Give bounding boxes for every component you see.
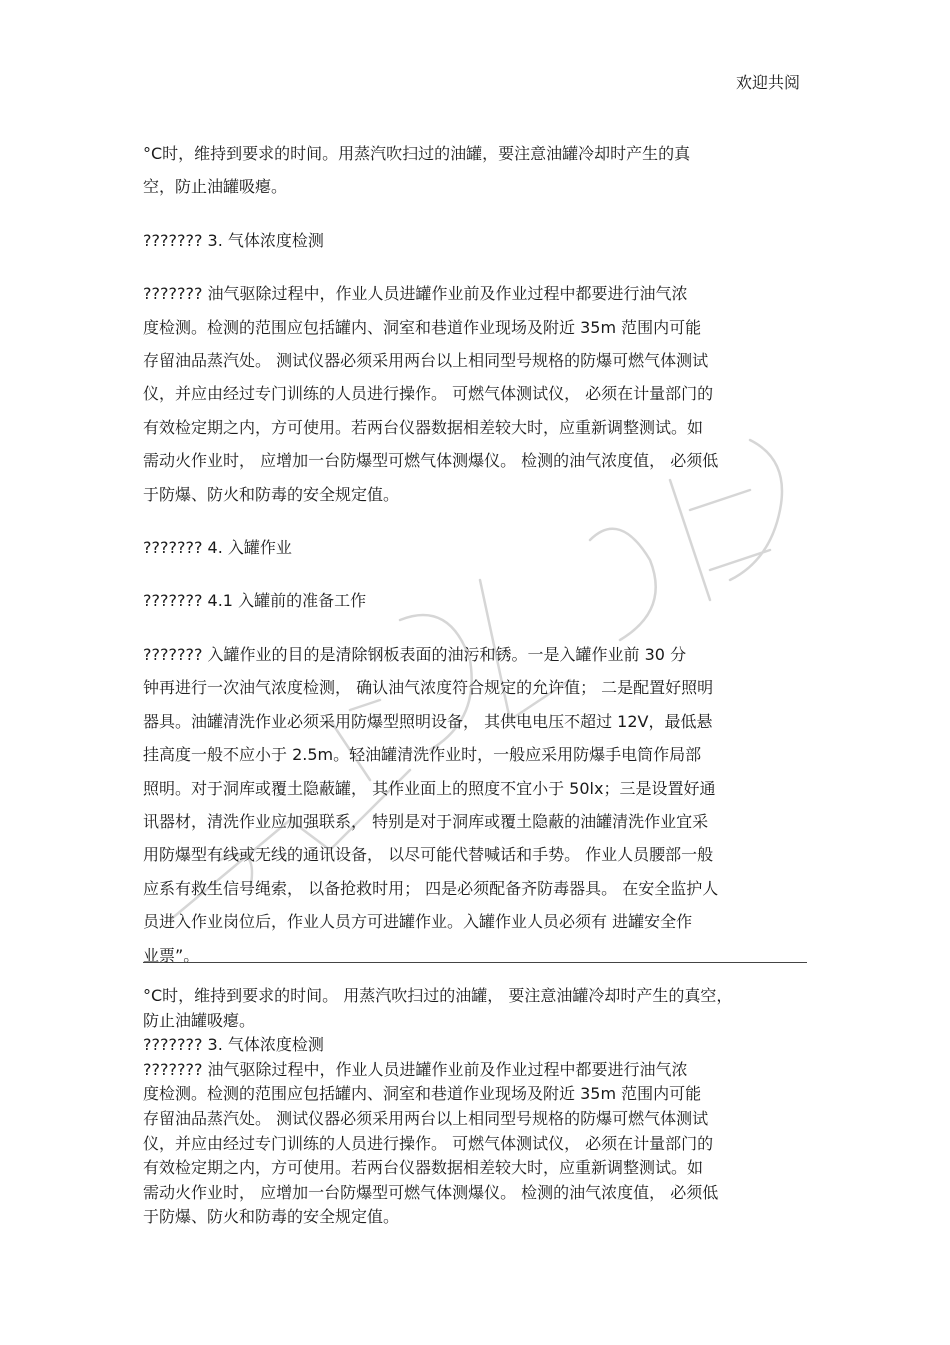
paragraph-pre-entry-prep xyxy=(143,638,807,972)
text-line: 员进入作业岗位后，作业人员方可进罐作业。入罐作业人员必须有 进罐安全作 xyxy=(143,912,693,932)
heading-gas-detection: ??????? 3. 气体浓度检测 xyxy=(143,230,324,250)
upper-text-section xyxy=(143,137,807,972)
text-line: 存留油品蒸汽处。 测试仪器必须采用两台以上相同型号规格的防爆可燃气体测试 xyxy=(143,351,709,371)
text-line: 度检测。检测的范围应包括罐内、洞室和巷道作业现场及附近 35m 范围内可能 xyxy=(143,1084,702,1104)
lower-text-section xyxy=(143,984,807,1230)
text-line: 仪，并应由经过专门训练的人员进行操作。 可燃气体测试仪， 必须在计量部门的 xyxy=(143,384,714,404)
text-line: 有效检定期之内，方可使用。若两台仪器数据相差较大时，应重新调整测试。如 xyxy=(143,1158,704,1178)
text-line: ??????? 3. 气体浓度检测 xyxy=(143,1035,324,1055)
text-line: ??????? 油气驱除过程中，作业人员进罐作业前及作业过程中都要进行油气浓 xyxy=(143,1059,688,1079)
text-line: 业票”。 xyxy=(143,945,200,965)
text-line: 于防爆、防火和防毒的安全规定值。 xyxy=(143,484,400,504)
text-line: 钟再进行一次油气浓度检测， 确认油气浓度符合规定的允许值； 二是配置好照明 xyxy=(143,678,714,698)
text-line: ??????? 入罐作业的目的是清除钢板表面的油污和锈。一是入罐作业前 30 分 xyxy=(143,644,687,664)
text-line: ??????? 油气驱除过程中，作业人员进罐作业前及作业过程中都要进行油气浓 xyxy=(143,284,688,304)
text-line: 讯器材，清洗作业应加强联系， 特别是对于洞库或覆土隐蔽的油罐清洗作业宜采 xyxy=(143,811,709,831)
text-line: 挂高度一般不应小于 2.5m。轻油罐清洗作业时，一般应采用防爆手电筒作局部 xyxy=(143,745,702,765)
text-line: 需动火作业时， 应增加一台防爆型可燃气体测爆仪。 检测的油气浓度值， 必须低 xyxy=(143,451,719,471)
paragraph-steam-cooling xyxy=(143,137,807,204)
text-line: 器具。油罐清洗作业必须采用防爆型照明设备， 其供电电压不超过 12V，最低悬 xyxy=(143,711,713,731)
text-line: 照明。对于洞库或覆土隐蔽罐， 其作业面上的照度不宜小于 50lx；三是设置好通 xyxy=(143,778,716,798)
text-line: 用防爆型有线或无线的通讯设备， 以尽可能代替喊话和手势。 作业人员腰部一般 xyxy=(143,845,714,865)
text-line: °C时，维持到要求的时间。 用蒸汽吹扫过的油罐， 要注意油罐冷却时产生的真空， xyxy=(143,986,733,1005)
section-divider xyxy=(143,962,807,963)
text-line: 存留油品蒸汽处。 测试仪器必须采用两台以上相同型号规格的防爆可燃气体测试 xyxy=(143,1108,709,1128)
text-line: 度检测。检测的范围应包括罐内、洞室和巷道作业现场及附近 35m 范围内可能 xyxy=(143,317,702,337)
header-note: 欢迎共阅 xyxy=(735,73,800,92)
text-line: 应系有救生信号绳索， 以备抢救时用； 四是必须配备齐防毒器具。 在安全监护人 xyxy=(143,878,719,898)
text-line: 防止油罐吸瘪。 xyxy=(143,1010,256,1030)
paragraph-gas-detection xyxy=(143,277,807,511)
text-line: °C时，维持到要求的时间。用蒸汽吹扫过的油罐，要注意油罐冷却时产生的真 xyxy=(143,144,691,163)
text-line: 需动火作业时， 应增加一台防爆型可燃气体测爆仪。 检测的油气浓度值， 必须低 xyxy=(143,1182,719,1202)
text-line: 空，防止油罐吸瘪。 xyxy=(143,177,288,197)
text-line: 仪，并应由经过专门训练的人员进行操作。 可燃气体测试仪， 必须在计量部门的 xyxy=(143,1133,714,1153)
text-line: 有效检定期之内，方可使用。若两台仪器数据相差较大时，应重新调整测试。如 xyxy=(143,417,704,437)
text-line: 于防爆、防火和防毒的安全规定值。 xyxy=(143,1207,400,1227)
heading-tank-entry: ??????? 4. 入罐作业 xyxy=(143,538,292,558)
heading-pre-entry-prep: ??????? 4.1 入罐前的准备工作 xyxy=(143,591,367,611)
